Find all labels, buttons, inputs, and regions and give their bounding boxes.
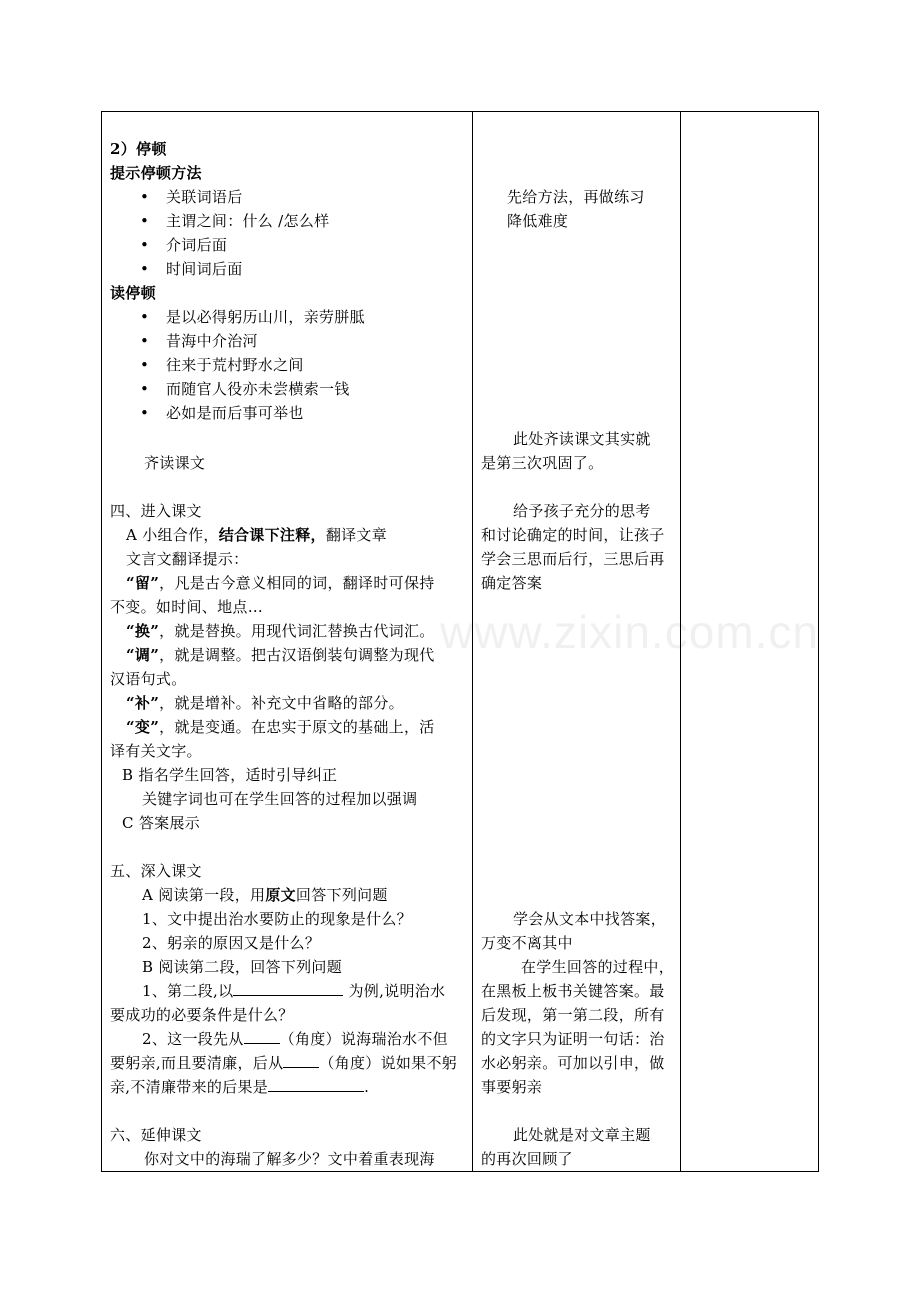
bullet-icon: • [140,308,149,326]
answer-blank [268,1075,364,1092]
note-text: 万变不离其中 [481,934,573,952]
teaching-content-column [102,112,472,1171]
note-text: 的再次回顾了 [481,1150,573,1168]
note-text: 后发现，第一第二段，所有 [481,1006,665,1024]
answer-blank [233,979,343,996]
read-item: 而随官人役亦未尝横索一钱 [166,380,350,398]
read-item: 必如是而后事可举也 [166,404,304,422]
note-text: 是第三次巩固了。 [481,454,604,472]
bullet-icon: • [140,332,149,350]
note-text: 确定答案 [481,574,543,592]
pause-heading: 2）停顿 [110,140,167,158]
bullet-icon: • [140,212,149,230]
section-6-text: 你对文中的海瑞了解多少？文中着重表现海 [144,1150,435,1168]
note-text: 水必躬亲。可加以引申，做 [481,1054,665,1072]
answer-blank [283,1051,319,1068]
question-b2-line2: 要躬亲,而且要清廉，后从 （角度）说如果不躬 [110,1051,457,1075]
bullet-icon: • [140,404,149,422]
note-text: 学会三思而后行，三思后再 [481,550,665,568]
read-aloud-text: 齐读课文 [144,454,206,472]
hint-heading: 提示停顿方法 [110,164,202,182]
section-4-step-b-note: 关键字词也可在学生回答的过程加以强调 [142,790,418,808]
tip-huan: “换”，就是替换。用现代词汇替换古代词汇。 [126,622,435,640]
question-1: 1、文中提出治水要防止的现象是什么？ [142,910,412,928]
translation-tips-label: 文言文翻译提示： [126,550,249,568]
bullet-icon: • [140,356,149,374]
bullet-icon: • [140,188,149,206]
section-5-step-a: A 阅读第一段，用原文回答下列问题 [142,886,388,904]
hint-item: 介词后面 [166,236,228,254]
read-item: 昔海中介治河 [166,332,258,350]
section-5-step-b: B 阅读第二段，回答下列问题 [142,958,342,976]
bullet-icon: • [140,380,149,398]
design-notes-column [473,112,680,1171]
note-text: 给予孩子充分的思考 [513,502,651,520]
read-heading: 读停顿 [110,284,156,302]
note-text: 在黑板上板书关键答案。最 [481,982,665,1000]
watermark: www.zixin.com.cn [440,606,819,658]
tip-bian-cont: 译有关文字。 [110,742,202,760]
answer-blank [244,1027,280,1044]
note-text: 先给方法，再做练习 [507,188,645,206]
remarks-column [681,112,818,1171]
tip-bian: “变”，就是变通。在忠实于原文的基础上，活 [126,718,435,736]
hint-item: 时间词后面 [166,260,243,278]
section-4-title: 四、进入课文 [110,502,202,520]
tip-bu: “补”，就是增补。补充文中省略的部分。 [126,694,404,712]
question-b1: 1、第二段,以 为例,说明治水 [142,979,445,1003]
section-5-title: 五、深入课文 [110,862,202,880]
read-item: 往来于荒村野水之间 [166,356,304,374]
read-item: 是以必得躬历山川，亲劳胼胝 [166,308,365,326]
note-text: 和讨论确定的时间，让孩子 [481,526,665,544]
question-b2: 2、这一段先从 （角度）说海瑞治水不但 [142,1027,448,1051]
question-2: 2、躬亲的原因又是什么？ [142,934,321,952]
tip-diao-cont: 汉语句式。 [110,670,187,688]
section-4-step-b: B 指名学生回答，适时引导纠正 [122,766,338,784]
hint-item: 主谓之间：什么 /怎么样 [166,212,330,230]
section-6-title: 六、延伸课文 [110,1126,202,1144]
hint-item: 关联词语后 [166,188,243,206]
note-text: 在学生回答的过程中， [521,958,675,976]
note-text: 的文字只为证明一句话：治 [481,1030,665,1048]
tip-diao: “调”，就是调整。把古汉语倒装句调整为现代 [126,646,435,664]
bullet-icon: • [140,236,149,254]
question-b1-cont: 要成功的必要条件是什么？ [110,1006,294,1024]
note-text: 此处齐读课文其实就 [513,430,651,448]
note-text: 事要躬亲 [481,1078,543,1096]
section-4-step-c: C 答案展示 [122,814,201,832]
note-text: 降低难度 [507,212,569,230]
question-b2-line3: 亲,不清廉带来的后果是 . [110,1075,369,1099]
note-text: 此处就是对文章主题 [513,1126,651,1144]
section-4-step-a: A 小组合作，结合课下注释，翻译文章 [126,526,388,544]
tip-liu: “留”，凡是古今意义相同的词，翻译时可保持 [126,574,435,592]
tip-liu-cont: 不变。如时间、地点… [110,598,264,616]
bullet-icon: • [140,260,149,278]
note-text: 学会从文本中找答案， [513,910,667,928]
lesson-table [101,111,819,1172]
